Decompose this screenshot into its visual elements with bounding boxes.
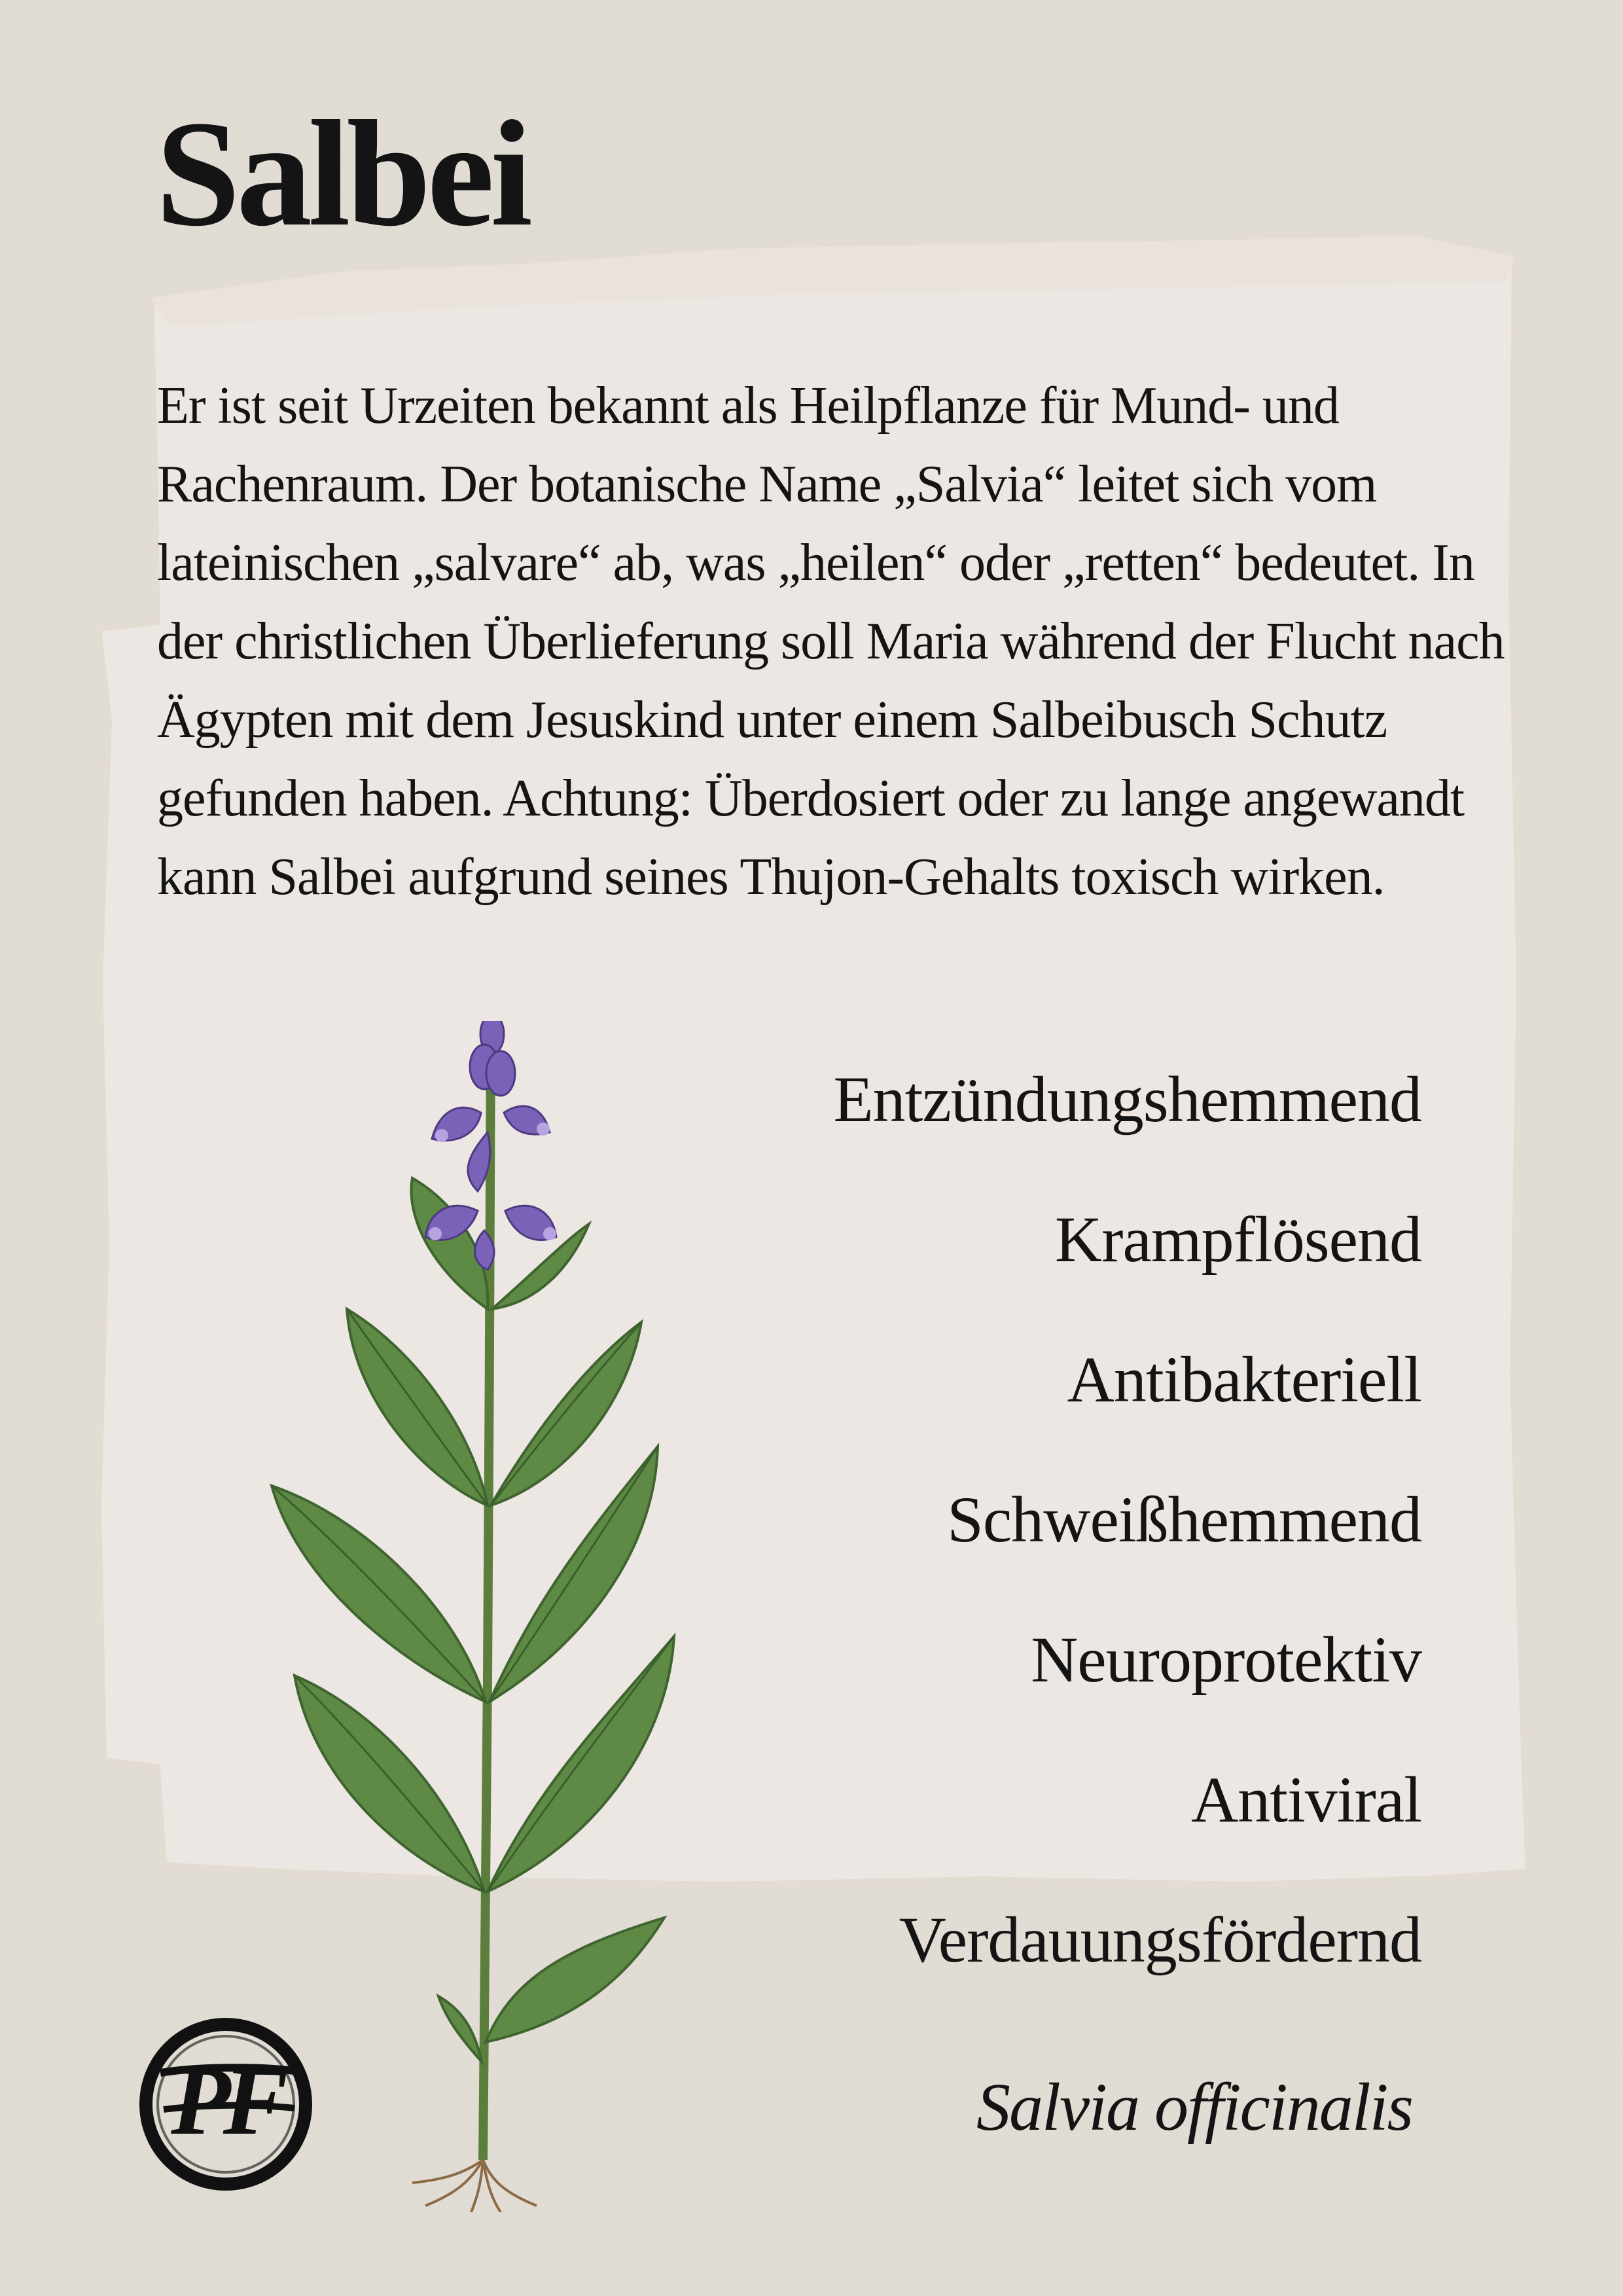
logo-text: PF bbox=[171, 2047, 281, 2155]
property-list bbox=[833, 1057, 1421, 2037]
pf-logo bbox=[134, 2013, 317, 2196]
property-item: Antiviral bbox=[1190, 1763, 1421, 1836]
page-title: Salbei bbox=[156, 90, 529, 258]
property-item: Krampflösend bbox=[1054, 1203, 1421, 1276]
description-text: Er ist seit Urzeiten bekannt als Heilpflanze für Mund- und Rachenraum. Der botanische Name „Salvia“ leitet sich vom lateinischen „salvare“ ab, was „heilen“ oder „retten“ bedeutet. In der christlichen Überlieferung soll Maria während der Flucht nach Ägypten mit dem Jesuskind unter einem Salbeibusch Schutz gefunden haben. Achtung: Überdosiert oder zu lange angewandt kann Salbei aufgrund seines Thujon-Gehalts toxisch wirken. bbox=[157, 377, 1505, 906]
property-item: Verdauungsfördernd bbox=[899, 1903, 1421, 1976]
property-item: Neuroprotektiv bbox=[1031, 1623, 1421, 1696]
sage-plant-illustration bbox=[262, 1021, 681, 2212]
latin-name: Salvia officinalis bbox=[976, 2070, 1412, 2145]
property-item: Schweißhemmend bbox=[947, 1483, 1421, 1556]
property-item: Entzündungshemmend bbox=[833, 1063, 1421, 1136]
property-item: Antibakteriell bbox=[1067, 1343, 1421, 1416]
